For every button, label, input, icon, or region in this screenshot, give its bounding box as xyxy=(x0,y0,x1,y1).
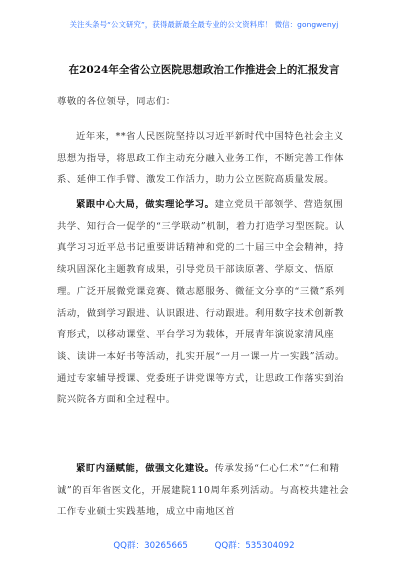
footer-contacts xyxy=(0,539,408,551)
paragraph-culture xyxy=(57,458,353,523)
qq-group-2: QQ群：535304092 xyxy=(214,541,295,551)
paragraph-heading: 紧盯内涵赋能，做强文化建设。 xyxy=(76,463,215,474)
paragraph-intro: 近年来，**省人民医院坚持以习近平新时代中国特色社会主义思想为指导，将思政工作主动充分融入业务工作，不断完善工作体系、延伸工作手臂、激发工作活力，助力公立医院高质量发展。 xyxy=(57,131,345,186)
qq-group-1: QQ群：30265665 xyxy=(113,541,188,551)
paragraph-body: 建立党员干部领学、营造氛围共学、知行合一促学的“三学联动”机制，着力打造学习型医院。认真学习习近平总书记重要讲话精神和党的二十届三中全会精神，持续巩固深化主题教育成果，引导党员干部读原著、学原文、悟原理。广泛开展微党课竞赛、微志愿服务、微征文分享的“三微”系列活动，做到学习跟进、认识跟进、行动跟进。利用数字技术创新教育形式，以移动课堂、平台学习为载体，开展青年演说家清风座谈、读讲一本好书等活动，扎实开展“一月一课一片一实践”活动。通过专家辅导授课、党委班子讲党课等方式，让思政工作落实到治院兴院各方面和全过程中。 xyxy=(57,199,345,406)
greeting: 尊敬的各位领导，同志们： xyxy=(57,96,176,107)
paragraph-heading: 紧跟中心大局，做实理论学习。 xyxy=(76,199,215,210)
paragraph-theory-study xyxy=(57,194,353,411)
document-title: 在2024年全省公立医院思想政治工作推进会上的汇报发言 xyxy=(68,64,340,76)
paragraph-body: 传承发扬“仁心仁术”“仁和精诚”的百年省医文化，开展建院110周年系列活动。与高校共建社会工作专业硕士实践基地，成立中南地区首 xyxy=(57,463,350,518)
header-banner: 关注头条号“公文研究”，获得最新最全最专业的公文资料库！ 微信：gongwenyj xyxy=(69,20,339,29)
